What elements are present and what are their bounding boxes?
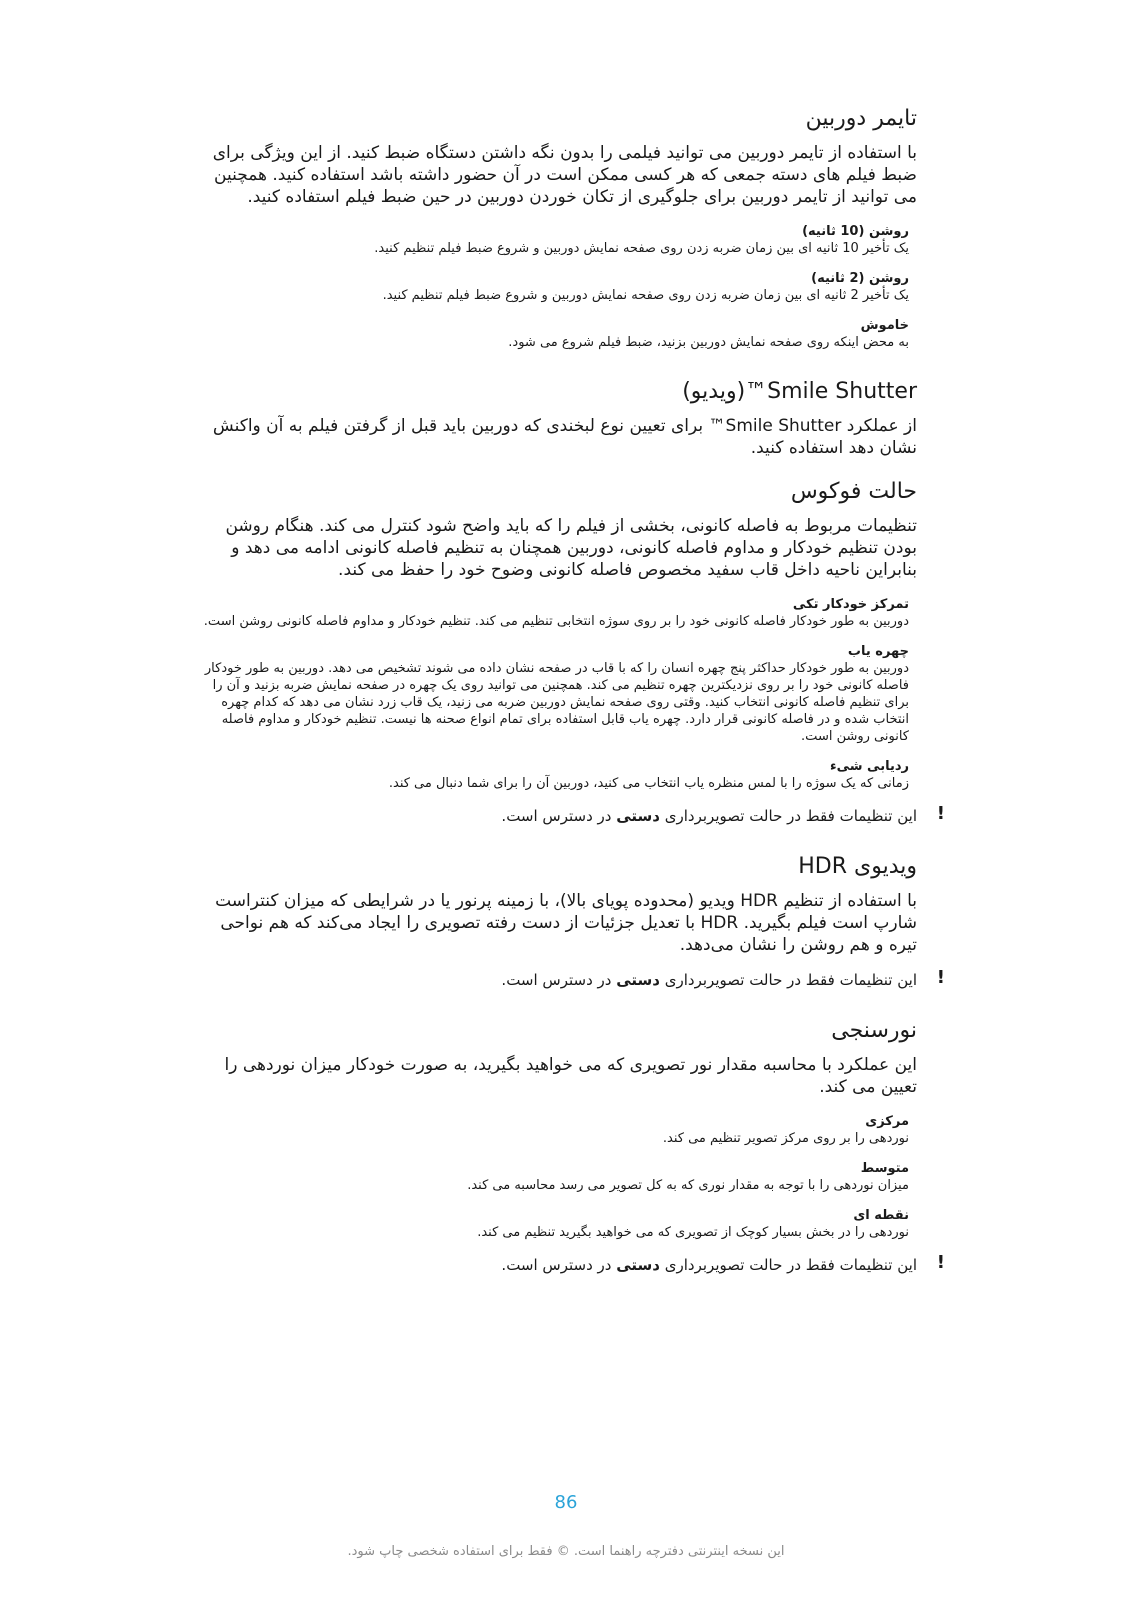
manual-mode-note (197, 1252, 945, 1275)
option-item (197, 1208, 909, 1241)
note-text-end: در دسترس است. (501, 1256, 617, 1274)
section-title: Smile Shutter™(ویدیو) (682, 379, 917, 404)
section-title: ویدیوی HDR (798, 854, 917, 879)
section-title: حالت فوکوس (790, 479, 917, 504)
section-hdr-video (197, 852, 945, 990)
option-title: تمرکز خودکار تکی (792, 597, 909, 612)
exclamation-icon: ! (936, 1252, 945, 1273)
option-title: روشن (2 ثانیه) (811, 271, 909, 286)
note-text-bold: دستی (616, 971, 660, 989)
section-body: با استفاده از تایمر دوربین می توانید فیلمی را بدون نگه داشتن دستگاه ضبط کنید. از این ویژگی برای ضبط فیلم های دسته جمعی که هر کسی ممکن است در آن حضور داشته باشد استفاده کنید. همچنین می توانید از تایمر دوربین برای جلوگیری از تکان خوردن دوربین در حین ضبط فیلم استفاده کنید. (212, 143, 917, 207)
option-description: به محض اینکه روی صفحه نمایش دوربین بزنید، ضبط فیلم شروع می شود. (508, 335, 909, 350)
option-title: روشن (10 ثانیه) (802, 224, 909, 239)
section-body: تنظیمات مربوط به فاصله کانونی، بخشی از فیلم را که باید واضح شود کنترل می کند. هنگام روشن بودن تنظیم خودکار و مداوم فاصله کانونی، دوربین همچنان به تنظیم فاصله کانونی ادامه می دهد و بنابراین ناحیه داخل قاب سفید مخصوص فاصله کانونی وضوح خود را حفظ می کند. (225, 516, 917, 580)
section-body: از عملکرد Smile Shutter™ برای تعیین نوع لبخندی که دوربین باید قبل از گرفتن فیلم به آن واکنش نشان دهد استفاده کنید. (212, 416, 917, 458)
page-footer: این نسخه اینترنتی دفترچه راهنما است. © فقط برای استفاده شخصی چاپ شود. (347, 1544, 785, 1559)
section-title: تایمر دوربین (805, 106, 917, 131)
manual-mode-note (197, 803, 945, 826)
section-focus-mode (197, 477, 945, 826)
note-text-end: در دسترس است. (501, 807, 617, 825)
note-text-bold: دستی (616, 1256, 660, 1274)
option-title: چهره یاب (847, 644, 909, 659)
section-body: با استفاده از تنظیم HDR ویدیو (محدوده پویای بالا)، با زمینه پرنور یا در شرایطی که میزان کنتراست شارپ است فیلم بگیرید. HDR با تعدیل جزئیات از دست رفته تصویری را ایجاد می‌کند که هم نواحی تیره و هم روشن را نشان می‌دهد. (215, 891, 917, 955)
option-description: یک تأخیر 2 ثانیه ای بین زمان ضربه زدن روی صفحه نمایش دوربین و شروع ضبط فیلم تنظیم کنید. (382, 288, 909, 303)
option-title: ردیابی شیء (829, 759, 909, 774)
note-text-start: این تنظیمات فقط در حالت تصویربرداری (660, 1256, 917, 1274)
page-number: 86 (554, 1492, 578, 1513)
section-title: نورسنجی (831, 1018, 917, 1043)
section-smile-shutter (197, 377, 917, 459)
option-list (197, 1114, 917, 1241)
section-camera-timer (197, 104, 917, 351)
option-description: دوربین به طور خودکار فاصله کانونی خود را بر روی سوژه انتخابی تنظیم می کند. تنظیم خودکار و مداوم فاصله کانونی روشن است. (203, 614, 909, 629)
option-description: دوربین به طور خودکار حداکثر پنج چهره انسان را که با قاب در صفحه نشان داده می شوند تشخیص می دهد. دوربین به طور خودکار فاصله کانونی خود را بر روی نزدیکترین چهره تنظیم می کند. همچنین می توانید روی یک چهره در صفحه نمایش ضربه بزنید و آن را برای تنظیم فاصله کانونی انتخاب کنید. وقتی روی صفحه نمایش دوربین ضربه می زنید، یک قاب زرد نشان می دهد که کدام چهره انتخاب شده و در فاصله کانونی قرار دارد. چهره یاب قابل استفاده برای تمام انواع صحنه ها نیست. تنظیم خودکار و مداوم فاصله کانونی روشن است. (204, 661, 909, 744)
option-description: یک تأخیر 10 ثانیه ای بین زمان ضربه زدن روی صفحه نمایش دوربین و شروع ضبط فیلم تنظیم کنید. (374, 241, 909, 256)
note-text-start: این تنظیمات فقط در حالت تصویربرداری (660, 971, 917, 989)
option-item (197, 224, 909, 257)
exclamation-icon: ! (936, 967, 945, 988)
option-item (197, 644, 909, 745)
option-item (197, 759, 909, 792)
option-item (197, 271, 909, 304)
option-description: نوردهی را در بخش بسیار کوچک از تصویری که می خواهید بگیرید تنظیم می کند. (477, 1225, 909, 1240)
note-text-end: در دسترس است. (501, 971, 617, 989)
option-title: خاموش (860, 318, 909, 333)
option-description: زمانی که یک سوژه را با لمس منظره یاب انتخاب می کنید، دوربین آن را برای شما دنبال می کند. (388, 776, 909, 791)
note-text-start: این تنظیمات فقط در حالت تصویربرداری (660, 807, 917, 825)
option-title: متوسط (860, 1161, 909, 1176)
option-description: نوردهی را بر روی مرکز تصویر تنظیم می کند. (662, 1131, 909, 1146)
option-description: میزان نوردهی را با توجه به مقدار نوری که به کل تصویر می رسد محاسبه می کند. (467, 1178, 909, 1193)
option-item (197, 1114, 909, 1147)
option-item (197, 597, 909, 630)
section-body: این عملکرد با محاسبه مقدار نور تصویری که می خواهید بگیرید، به صورت خودکار میزان نوردهی را تعیین می کند. (224, 1055, 917, 1097)
section-metering (197, 1016, 945, 1275)
manual-mode-note (197, 967, 945, 990)
option-list (197, 224, 917, 351)
page-content (197, 104, 945, 1301)
option-list (197, 597, 917, 792)
option-title: مرکزی (865, 1114, 909, 1129)
option-item (197, 318, 909, 351)
option-item (197, 1161, 909, 1194)
exclamation-icon: ! (936, 803, 945, 824)
note-text-bold: دستی (616, 807, 660, 825)
option-title: نقطه ای (853, 1208, 909, 1223)
